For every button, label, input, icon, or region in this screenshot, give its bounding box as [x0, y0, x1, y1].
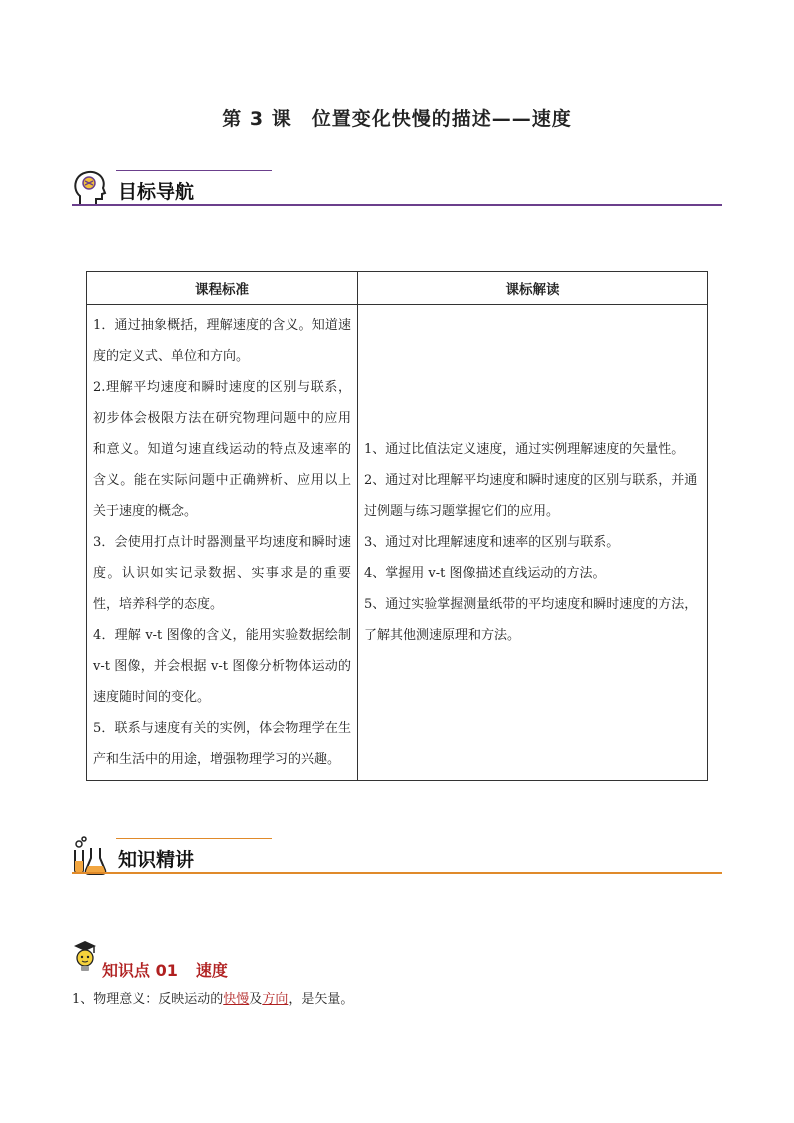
table-header-row	[87, 272, 708, 305]
standards-table	[86, 271, 708, 781]
underlined-keyword: 快慢	[223, 992, 250, 1007]
text-run: 及	[249, 992, 263, 1007]
section-bottom-rule	[72, 872, 722, 874]
section-top-rule	[116, 838, 272, 839]
standard-item: 3．会使用打点计时器测量平均速度和瞬时速度。认识如实记录数据、实事求是的重要性，培养科学的态度。	[93, 535, 351, 612]
section-header-goals	[72, 168, 722, 208]
knowledge-point-number: 知识点 01	[102, 961, 178, 980]
text-run: ，是矢量。	[288, 992, 354, 1007]
standard-item: 2.理解平均速度和瞬时速度的区别与联系，初步体会极限方法在研究物理问题中的应用和意义。知道匀速直线运动的特点及速率的含义。能在实际问题中正确辨析、应用以上关于速度的概念。	[93, 380, 351, 519]
lab-flask-icon	[72, 836, 108, 876]
knowledge-point-heading	[72, 940, 472, 980]
section-top-rule	[116, 170, 272, 171]
head-brain-icon	[72, 168, 108, 208]
interpretation-item: 1、通过比值法定义速度，通过实例理解速度的矢量性。	[364, 442, 685, 457]
table-header-cell: 课标解读	[358, 272, 708, 305]
section-title: 知识精讲	[118, 849, 195, 871]
knowledge-point-title	[102, 958, 228, 981]
section-header-knowledge	[72, 836, 722, 876]
graduate-bulb-icon	[72, 940, 100, 976]
interpretation-item: 2、通过对比理解平均速度和瞬时速度的区别与联系，并通过例题与练习题掌握它们的应用。	[364, 473, 698, 519]
interpretation-item: 4、掌握用 v-t 图像描述直线运动的方法。	[364, 566, 606, 581]
table-header-cell: 课程标准	[87, 272, 358, 305]
section-title: 目标导航	[118, 181, 195, 203]
knowledge-point-name: 速度	[195, 961, 228, 980]
interpretation-item: 3、通过对比理解速度和速率的区别与联系。	[364, 535, 620, 550]
body-paragraph	[72, 988, 353, 1007]
section-bottom-rule	[72, 204, 722, 206]
text-run: 1、物理意义：反映运动的	[72, 992, 224, 1007]
interpretation-item: 5、通过实验掌握测量纸带的平均速度和瞬时速度的方法，了解其他测速原理和方法。	[364, 597, 698, 643]
standard-item: 5．联系与速度有关的实例，体会物理学在生产和生活中的用途，增强物理学习的兴趣。	[93, 721, 351, 767]
page-title: 第 3 课 位置变化快慢的描述——速度	[222, 108, 572, 130]
standard-item: 1．通过抽象概括，理解速度的含义。知道速度的定义式、单位和方向。	[93, 318, 351, 364]
underlined-keyword: 方向	[262, 992, 289, 1007]
standard-item: 4．理解 v-t 图像的含义，能用实验数据绘制 v-t 图像，并会根据 v-t 图像分析物体运动的速度随时间的变化。	[93, 628, 351, 705]
table-row	[87, 305, 708, 781]
curriculum-standards-cell	[87, 305, 358, 781]
standards-interpretation-cell	[358, 305, 708, 781]
